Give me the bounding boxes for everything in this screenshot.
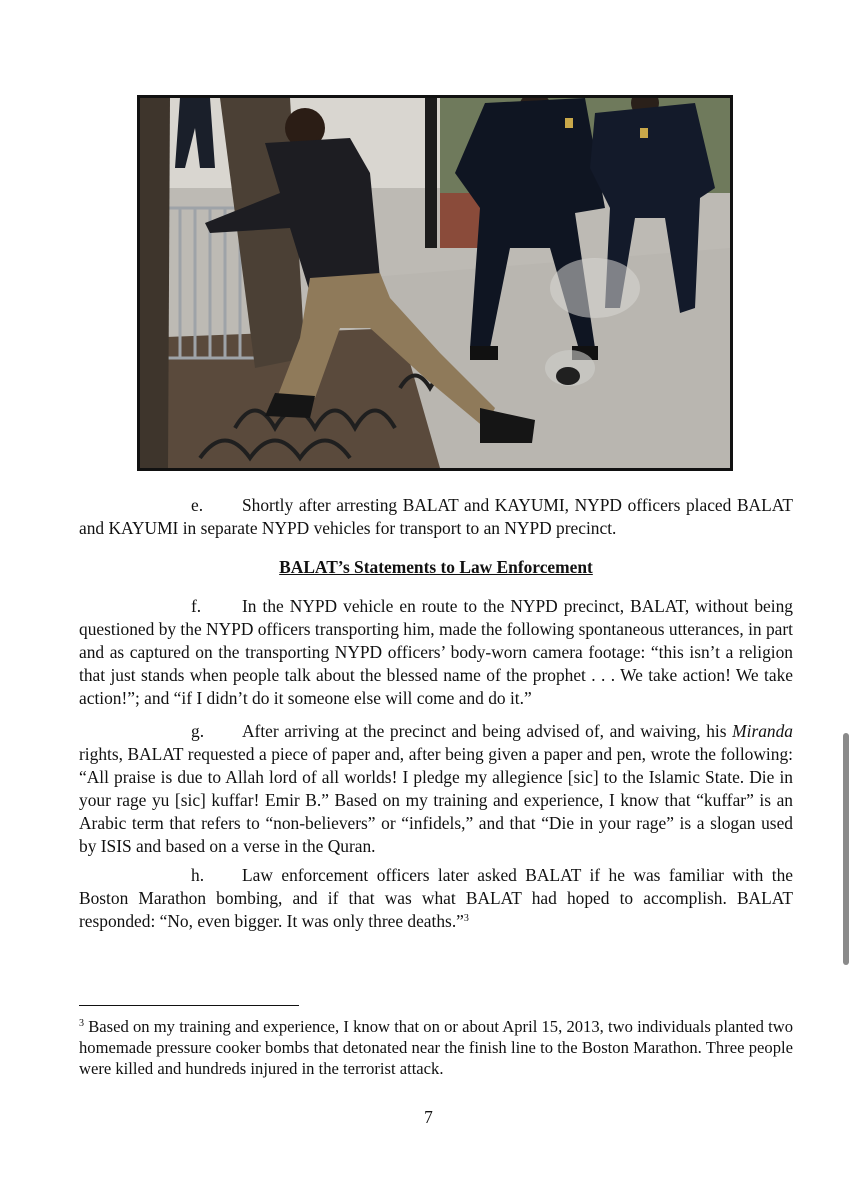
case-name-italic: Miranda <box>732 721 793 741</box>
footnote-text: Based on my training and experience, I know that on or about April 15, 2013, two individuals planted two homemade pressure cooker bombs that detonated near the finish line to the Boston Marathon. Three people were killed and hundreds injured in the terrorist attack. <box>79 1017 793 1078</box>
page-number: 7 <box>424 1107 433 1127</box>
paragraph-e <box>79 494 793 540</box>
paragraph-g <box>79 720 793 858</box>
paragraph-f <box>79 595 793 710</box>
paragraph-label: h. <box>191 865 205 885</box>
paragraph-text: Shortly after arresting BALAT and KAYUMI, NYPD officers placed BALAT and KAYUMI in separate NYPD vehicles for transport to an NYPD precinct. <box>79 495 793 538</box>
paragraph-label: g. <box>191 721 205 741</box>
paragraph-label: e. <box>191 495 204 515</box>
paragraph-h <box>79 864 793 933</box>
paragraph-label: f. <box>191 596 202 616</box>
footnote <box>79 1016 793 1079</box>
paragraph-text-part: After arriving at the precinct and being advised of, and waiving, his <box>242 721 733 741</box>
arrest-photo-illustration <box>140 98 730 468</box>
footnote-reference[interactable]: 3 <box>463 913 469 924</box>
paragraph-text: Law enforcement officers later asked BALAT if he was familiar with the Boston Marathon bombing, and if that was what BALAT had hoped to accomplish. BALAT responded: “No, even bigger. It was only three deaths.” <box>79 865 793 931</box>
arrest-photo <box>137 95 733 471</box>
paragraph-text-part: rights, BALAT requested a piece of paper and, after being given a paper and pen, wrote the following: “All praise is due to Allah lord of all worlds! I pledge my allegience [sic] to the Islamic State. Die in your rage yu [sic] kuffar! Emir B.” Based on my training and experience, I know that “kuffar” is an Arabic term that refers to “non-believers” or “infidels,” and that “Die in your rage” is a slogan used by ISIS and based on a verse in the Quran. <box>79 744 793 856</box>
footnote-separator <box>79 1005 299 1006</box>
section-heading: BALAT’s Statements to Law Enforcement <box>279 557 593 577</box>
footnote-marker: 3 <box>79 1018 84 1029</box>
scrollbar-thumb[interactable] <box>843 733 849 965</box>
paragraph-text: In the NYPD vehicle en route to the NYPD precinct, BALAT, without being questioned by the NYPD officers transporting him, made the following spontaneous utterances, in part and as captured on the transporting NYPD officers’ body-worn camera footage: “this isn’t a religion that just stands when people talk about the blessed name of the prophet . . . We take action! We take action!”; and “if I didn’t do it someone else will come and do it.” <box>79 596 793 708</box>
